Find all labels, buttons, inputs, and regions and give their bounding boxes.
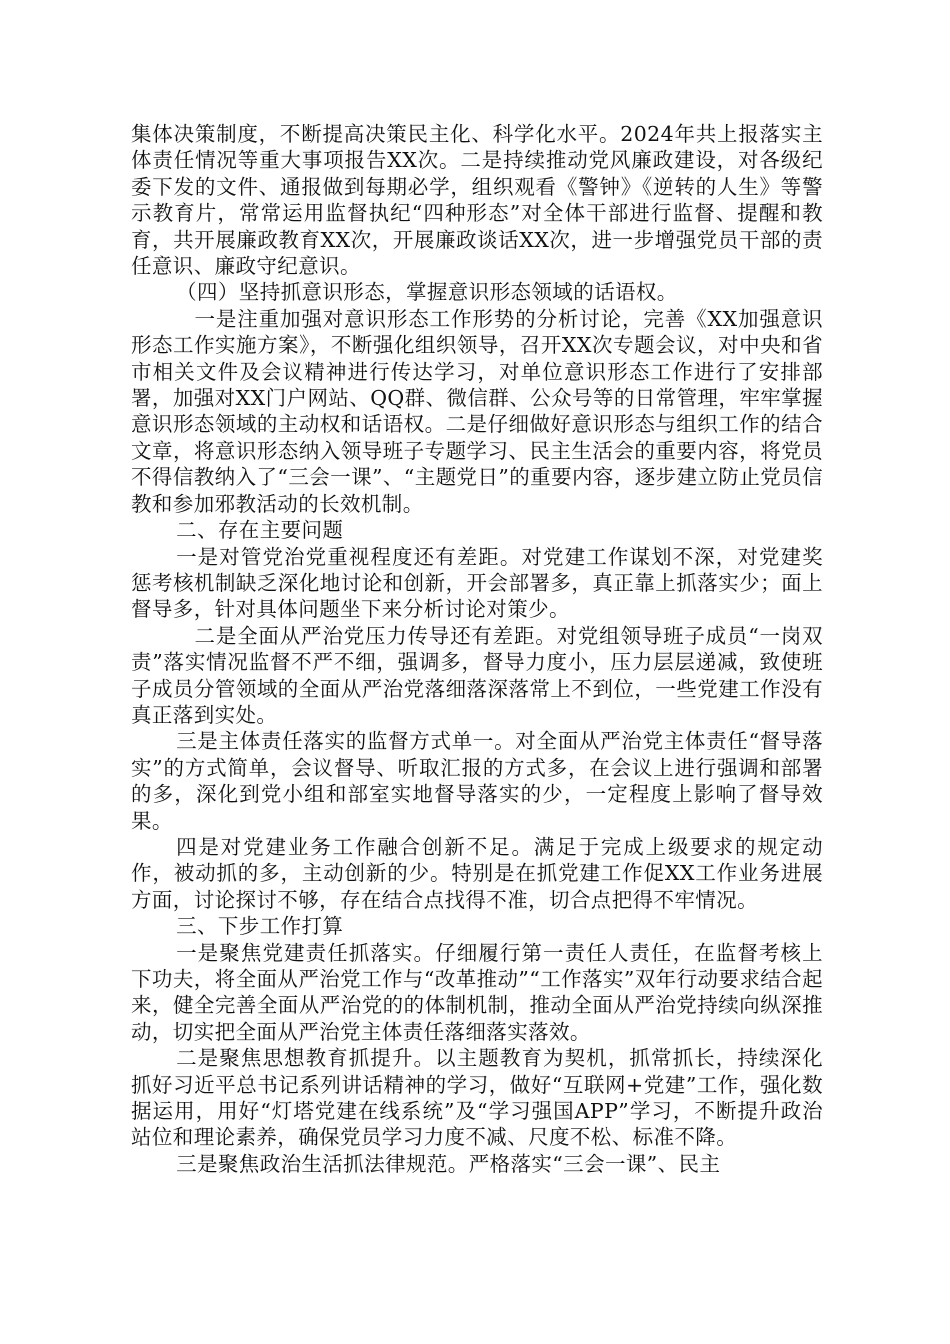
section-heading-next-steps: 三、下步工作打算 (176, 914, 344, 939)
paragraph-plan-1: 一是聚焦党建责任抓落实。仔细履行第一责任人责任，在监督考核上下功夫，将全面从严治党工作与“改革推动”“工作落实”双年行动要求结合起来，健全完善全面从严治党的的体制机制，推动全面从严治党持续向纵深推动，切实把全面从严治党主体责任落细落实落效。 (131, 940, 823, 1044)
paragraph-problem-4: 四是对党建业务工作融合创新不足。满足于完成上级要求的规定动作，被动抓的多，主动创新的少。特别是在抓党建工作促XX工作业务进展方面，讨论探讨不够，存在结合点找得不准，切合点把得不牢情况。 (131, 834, 823, 912)
paragraph-problem-3: 三是主体责任落实的监督方式单一。对全面从严治党主体责任“督导落实”的方式简单，会议督导、听取汇报的方式多，在会议上进行强调和部署的多，深化到党小组和部室实地督导落实的少，一定程度上影响了督导效果。 (131, 729, 823, 833)
paragraph-problem-1: 一是对管党治党重视程度还有差距。对党建工作谋划不深，对党建奖惩考核机制缺乏深化地讨论和创新，开会部署多，真正靠上抓落实少；面上督导多，针对具体问题坐下来分析讨论对策少。 (131, 544, 823, 622)
paragraph-ideology-work: 一是注重加强对意识形态工作形势的分析讨论，完善《XX加强意识形态工作实施方案》，不断强化组织领导，召开XX次专题会议，对中央和省市相关文件及会议精神进行传达学习，对单位意识形态工作进行了安排部署，加强对XX门户网站、QQ群、微信群、公众号等的日常管理，牢牢掌握意识形态领域的主动权和话语权。二是仔细做好意识形态与组织工作的结合文章，将意识形态纳入领导班子专题学习、民主生活会的重要内容，将党员不得信教纳入了“三会一课”、“主题党日”的重要内容，逐步建立防止党员信教和参加邪教活动的长效机制。 (131, 306, 823, 516)
section-heading-ideology: （四）坚持抓意识形态，掌握意识形态领域的话语权。 (176, 280, 678, 305)
section-heading-main-problems: 二、存在主要问题 (176, 518, 344, 543)
document-page (131, 121, 823, 1177)
paragraph-plan-3: 三是聚焦政治生活抓法律规范。严格落实“三会一课”、民主 (176, 1151, 721, 1176)
paragraph-plan-2: 二是聚焦思想教育抓提升。以主题教育为契机，抓常抓长，持续深化抓好习近平总书记系列讲话精神的学习，做好“互联网+党建”工作，强化数据运用，用好“灯塔党建在线系统”及“学习强国APP”学习，不断提升政治站位和理论素养，确保党员学习力度不减、尺度不松、标准不降。 (131, 1046, 823, 1150)
paragraph-problem-2: 二是全面从严治党压力传导还有差距。对党组领导班子成员“一岗双责”落实情况监督不严不细，强调多，督导力度小，压力层层递减，致使班子成员分管领域的全面从严治党落细落深落常上不到位，一些党建工作没有真正落到实处。 (131, 623, 823, 727)
paragraph-decision-making-continued: 集体决策制度，不断提高决策民主化、科学化水平。2024年共上报落实主体责任情况等重大事项报告XX次。二是持续推动党风廉政建设，对各级纪委下发的文件、通报做到每期必学，组织观看《警钟》《逆转的人生》等警示教育片，常常运用监督执纪“四种形态”对全体干部进行监督、提醒和教育，共开展廉政教育XX次，开展廉政谈话XX次，进一步增强党员干部的责任意识、廉政守纪意识。 (131, 122, 823, 279)
